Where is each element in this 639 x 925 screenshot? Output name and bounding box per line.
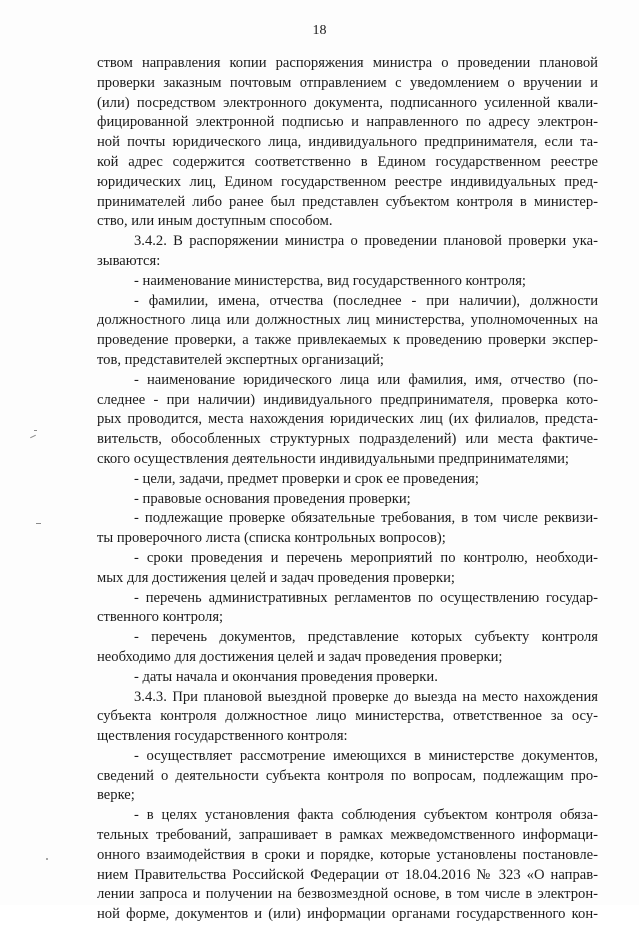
text-line: тельных требований, запрашивает в рамках межведомственного информаци- (97, 827, 598, 844)
text-line: рых проводится, места нахождения юридических лиц (их филиалов, предста- (97, 411, 598, 428)
scan-speck (46, 858, 48, 860)
text-line: тов, представителей экспертных организаций; (97, 351, 384, 368)
text-line: юридических лиц, Едином государственном реестре индивидуальных пред- (97, 173, 598, 190)
text-line: - в целях установления факта соблюдения субъектом контроля обяза- (134, 807, 598, 824)
scan-speck (36, 523, 41, 524)
text-line: вительств, обособленных структурных подразделений) или места фактиче- (97, 431, 598, 448)
text-line: - осуществляет рассмотрение имеющихся в министерстве документов, (134, 747, 598, 764)
text-line: субъекта контроля должностное лицо министерства, ответственное за осу- (97, 708, 598, 725)
text-line: ты проверочного листа (списка контрольных вопросов); (97, 530, 446, 547)
text-line: ществления государственного контроля: (97, 728, 348, 745)
text-line: следнее - при наличии) индивидуального предпринимателя, проверка кото- (97, 391, 598, 408)
text-line: ной форме, документов и (или) информации органами государственного кон- (97, 906, 598, 923)
body-text (97, 54, 598, 925)
text-line: - перечень административных регламентов по осуществлению государ- (134, 589, 598, 606)
text-line: проведение проверки, а также привлекаемых к проведению проверки экспер- (97, 332, 598, 349)
text-line: ной почты юридического лица, индивидуального предпринимателя, если та- (97, 134, 598, 151)
text-line: - наименование юридического лица или фамилия, имя, отчество (по- (134, 371, 598, 388)
text-line: кой адрес содержится соответственно в Едином государственном реестре (97, 153, 598, 170)
text-line: нием Правительства Российской Федерации от 18.04.2016 № 323 «О направ- (97, 866, 598, 883)
text-line: ством направления копии распоряжения министра о проведении плановой (97, 55, 598, 71)
text-line: фицированной электронной подписью и направленного по адресу электрон- (97, 114, 598, 131)
scan-speck (30, 435, 36, 438)
text-line: - перечень документов, представление которых субъекту контроля (134, 629, 598, 646)
text-line: 3.4.2. В распоряжении министра о проведении плановой проверки ука- (134, 233, 598, 250)
page-number: 18 (312, 23, 327, 38)
text-line: лении запроса и получении на безвозмездной основе, в том числе в электрон- (97, 886, 598, 903)
text-line: необходимо для достижения целей и задач проведения проверки; (97, 648, 503, 665)
text-line: - цели, задачи, предмет проверки и срок ее проведения; (134, 470, 479, 487)
scan-speck (34, 430, 37, 431)
text-line: - правовые основания проведения проверки; (134, 490, 411, 507)
text-line: верке; (97, 787, 135, 804)
text-line: 3.4.3. При плановой выездной проверке до выезда на место нахождения (134, 688, 598, 705)
text-line: онного взаимодействия в сроки и порядке, которые установлены постановле- (97, 846, 598, 863)
text-line: сведений о деятельности субъекта контроля по вопросам, подлежащим про- (97, 767, 598, 784)
text-line: проверки заказным почтовым отправлением с уведомлением о вручении и (97, 74, 598, 91)
text-line: зываются: (97, 252, 161, 269)
text-line: - сроки проведения и перечень мероприятий по контролю, необходи- (134, 549, 598, 566)
text-line: - даты начала и окончания проведения проверки. (134, 668, 438, 685)
text-line: ского осуществления деятельности индивидуальными предпринимателями; (97, 450, 569, 467)
text-line: должностного лица или должностных лиц министерства, уполномоченных на (97, 312, 598, 329)
text-line: - подлежащие проверке обязательные требования, в том числе реквизи- (134, 510, 598, 527)
text-line: (или) посредством электронного документа, подписанного усиленной квали- (97, 94, 598, 111)
text-line: - наименование министерства, вид государственного контроля; (134, 272, 526, 289)
text-line: принимателей либо ранее был представлен субъектом контроля в министер- (97, 193, 598, 210)
text-line: ство, или иным доступным способом. (97, 213, 333, 230)
text-line: ственного контроля; (97, 609, 224, 626)
text-line: мых для достижения целей и задач проведения проверки; (97, 569, 455, 586)
text-line: - фамилии, имена, отчества (последнее - при наличии), должности (134, 292, 598, 309)
